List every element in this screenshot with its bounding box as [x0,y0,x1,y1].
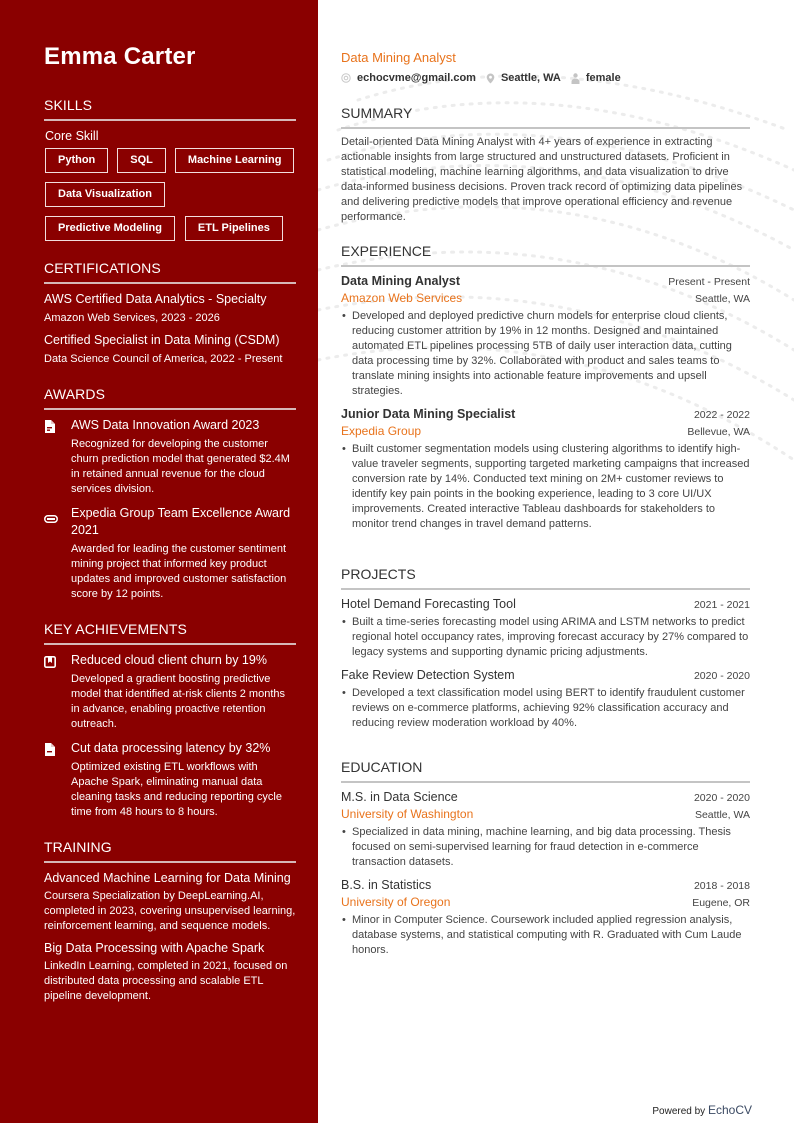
achievement-name: Reduced cloud client churn by 19% [71,653,267,667]
experience-section [341,242,750,539]
school-location: Seattle, WA [694,809,750,821]
education-description: Minor in Computer Science. Coursework included applied regression analysis, database systems, and statistical computing with R. Graduated with Cum Laude honors. [352,914,742,956]
location-pin-icon [486,73,495,84]
training-detail: LinkedIn Learning, completed in 2021, focused on distributed data processing and scalable ETL pipeline development. [44,960,288,1002]
project-entry [341,596,750,660]
training-name: Advanced Machine Learning for Data Mining [44,871,291,885]
projects-title: PROJECTS [341,565,750,590]
experience-title: EXPERIENCE [341,242,750,267]
badge-icon [44,515,58,523]
achievement-name: Cut data processing latency by 32% [71,741,271,755]
email-text: echocvme@gmail.com [357,72,476,84]
training-detail: Coursera Specialization by DeepLearning.AI, completed in 2023, covering unsupervised learning, reinforcement learning, and sequence models. [44,890,296,932]
achievement-item [44,740,296,820]
skill-chip: Machine Learning [175,148,295,173]
training-name: Big Data Processing with Apache Spark [44,941,265,955]
company-name: Amazon Web Services [341,291,463,305]
school-location: Eugene, OR [692,897,750,909]
bullet-dot: • [342,443,346,455]
company-name: Expedia Group [341,424,422,438]
cert-name: AWS Certified Data Analytics - Specialty [44,292,267,306]
award-name: AWS Data Innovation Award 2023 [71,418,260,432]
summary-title: SUMMARY [341,104,750,129]
role-dates: 2022 - 2022 [693,409,750,421]
role-description: Built customer segmentation models using clustering algorithms to identify high-value traveler segments, supporting targeted marketing campaigns that increased conversion rate by 14%. Conducted text mining on 2M+ customer reviews to identify key pain points in the booking experience, leading to 3 core UI/UX improvements. Created interactive Tableau dashboards for stakeholders to monitor trend changes in travel demand patterns. [352,443,750,530]
award-item [44,417,296,497]
bullet-dot: • [342,616,346,628]
project-dates: 2021 - 2021 [693,599,750,611]
education-description: Specialized in data mining, machine learning, and big data processing. Thesis focused on semi-supervised learning for fraud detection in e-commerce transaction datasets. [352,826,731,868]
project-name: Hotel Demand Forecasting Tool [341,597,516,611]
achievement-detail: Optimized existing ETL workflows with Apache Spark, eliminating manual data cleaning tasks and reducing reporting cycle time from 48 hours to 8 hours. [71,761,282,818]
role-title: Data Mining Analyst [341,274,460,288]
achievements-section [44,620,296,820]
award-item [44,505,296,602]
bookmark-icon [44,656,56,668]
projects-section [341,565,750,738]
footer [652,1103,752,1117]
achievement-item [44,652,296,732]
skills-title: SKILLS [44,96,296,121]
achievement-detail: Developed a gradient boosting predictive model that identified at-risk clients 2 months in advance, enabling proactive retention outreach. [71,673,285,730]
experience-entry [341,406,750,532]
summary-text: Detail-oriented Data Mining Analyst with 4+ years of experience in extracting actionable insights from large structured and unstructured datasets. Proficient in statistical modeling, machine learning algorithms, and data visualization to drive data-informed business decisions. Proven track record of optimizing data pipelines and delivering predictive models that improve operational efficiency and revenue performance. [341,136,743,223]
achievements-title: KEY ACHIEVEMENTS [44,620,296,645]
gender-text: female [585,72,621,84]
education-entry [341,789,750,870]
school-name: University of Washington [341,807,474,821]
project-description: Developed a text classification model using BERT to identify fraudulent customer reviews on e-commerce platforms, achieving 92% classification accuracy and reducing review moderation workload by 40%. [352,687,745,729]
education-dates: 2020 - 2020 [693,792,750,804]
education-dates: 2018 - 2018 [693,880,750,892]
summary-section [341,104,750,225]
contact-email [341,71,476,85]
skill-chip: SQL [117,148,166,173]
contact-row [341,71,631,85]
cert-detail: Data Science Council of America, 2022 - Present [44,353,283,365]
education-entry [341,877,750,958]
project-entry [341,667,750,731]
education-section [341,758,750,965]
project-name: Fake Review Detection System [341,668,515,682]
award-detail: Awarded for leading the customer sentiment mining project that informed key product updates and improved customer satisfaction score by 12 points. [71,543,287,600]
sidebar [0,0,318,1123]
training-section [44,838,296,1004]
core-skill-label: Core Skill [45,129,99,143]
skill-chip: Predictive Modeling [45,216,175,241]
role-description: Developed and deployed predictive churn models for enterprise cloud clients, reducing customer attrition by 19% in 12 months. Designed and maintained automated ETL pipelines processing 5TB of daily user interaction data, cutting data processing time by 32%. Collaborated with product and sales teams to translate mining insights into actionable feature improvements and upsell strategies. [352,310,732,397]
skill-chips [44,148,296,241]
role-location: Bellevue, WA [687,426,750,438]
degree: B.S. in Statistics [341,878,432,892]
school-name: University of Oregon [341,895,451,909]
certifications-title: CERTIFICATIONS [44,259,296,284]
education-title: EDUCATION [341,758,750,783]
bullet-dot: • [342,687,346,699]
experience-entry [341,273,750,399]
at-icon [341,73,351,83]
role-title: Junior Data Mining Specialist [341,407,516,421]
location-text: Seattle, WA [500,72,561,84]
bullet-dot: • [342,310,346,322]
brand-link[interactable]: EchoCV [707,1103,752,1117]
powered-by-text: Powered by [652,1106,706,1117]
document-icon [44,420,55,433]
cert-name: Certified Specialist in Data Mining (CSDM) [44,333,280,347]
skill-chip: ETL Pipelines [185,216,283,241]
person-icon [571,73,580,84]
awards-title: AWARDS [44,385,296,410]
role-location: Seattle, WA [694,293,750,305]
skills-section [44,96,296,241]
project-description: Built a time-series forecasting model using ARIMA and LSTM networks to predict regional hotel occupancy rates, improving forecast accuracy by 27% compared to legacy systems and supporting dynamic pricing adjustments. [352,616,749,658]
degree: M.S. in Data Science [341,790,458,804]
job-title: Data Mining Analyst [341,50,456,65]
bullet-dot: • [342,826,346,838]
skill-chip: Data Visualization [45,182,165,207]
contact-gender [571,71,621,85]
candidate-name: Emma Carter [44,43,196,70]
certifications-section [44,259,296,367]
award-name: Expedia Group Team Excellence Award 2021 [71,506,291,537]
role-dates: Present - Present [668,276,750,288]
cert-detail: Amazon Web Services, 2023 - 2026 [44,312,220,324]
contact-location [486,71,561,85]
skill-chip: Python [45,148,108,173]
awards-section [44,385,296,602]
award-detail: Recognized for developing the customer churn prediction model that generated $2.4M in retained annual revenue for the cloud services division. [71,438,290,495]
project-dates: 2020 - 2020 [693,670,750,682]
bullet-dot: • [342,914,346,926]
document-icon [44,743,55,756]
training-title: TRAINING [44,838,296,863]
